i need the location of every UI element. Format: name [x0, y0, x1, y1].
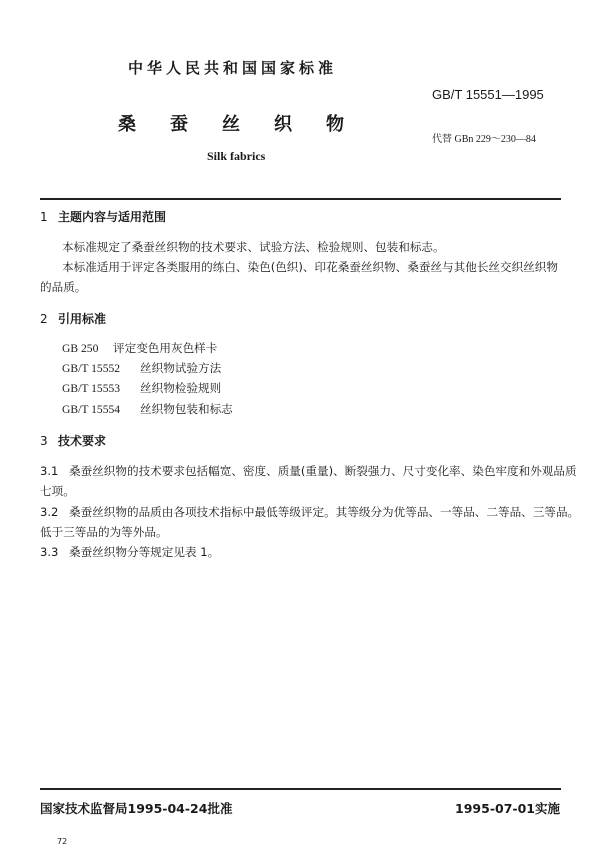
- paragraph: 本标准规定了桑蚕丝织物的技术要求、试验方法、检验规则、包装和标志。: [62, 240, 445, 254]
- section-number: 2: [40, 312, 48, 326]
- replaces-note: 代替 GBn 229～230—84: [432, 134, 536, 145]
- issuing-body: 中华人民共和国国家标准: [128, 59, 338, 77]
- footer-rule: [40, 788, 561, 790]
- english-title: Silk fabrics: [207, 149, 266, 163]
- section-3-heading: [40, 432, 106, 449]
- paragraph: 本标准适用于评定各类服用的练白、染色(色织)、印花桑蚕丝织物、桑蚕丝与其他长丝交织丝织物: [62, 260, 558, 274]
- reference-code: GB/T 15552: [62, 362, 121, 375]
- reference-code: GB 250: [62, 342, 99, 355]
- section-number: 1: [40, 210, 48, 224]
- clause-text-cont: 七项。: [40, 484, 75, 498]
- clause-3-2: [40, 504, 579, 520]
- clause-number: 3.1: [40, 464, 59, 478]
- clause-text: 桑蚕丝织物的技术要求包括幅宽、密度、质量(重量)、断裂强力、尺寸变化率、染色牢度和外观品质: [69, 464, 577, 478]
- clause-number: 3.2: [40, 505, 59, 519]
- header-rule: [40, 198, 561, 200]
- reference-code: GB/T 15553: [62, 382, 121, 395]
- reference-name: 评定变色用灰色样卡: [113, 341, 218, 355]
- clause-text: 桑蚕丝织物的品质由各项技术指标中最低等级评定。其等级分为优等品、一等品、二等品、三等品。: [69, 505, 580, 519]
- clause-number: 3.3: [40, 545, 59, 559]
- reference-item: [62, 380, 221, 396]
- reference-item: [62, 340, 217, 356]
- standard-number: GB/T 15551—1995: [432, 87, 544, 102]
- reference-name: 丝织物包装和标志: [140, 402, 233, 416]
- clause-text: 桑蚕丝织物分等规定见表 1。: [69, 545, 220, 559]
- clause-3-1: [40, 463, 577, 479]
- effective-date: 1995-07-01实施: [455, 801, 560, 816]
- section-title: 引用标准: [58, 312, 107, 326]
- reference-name: 丝织物检验规则: [140, 381, 222, 395]
- paragraph-cont: 的品质。: [40, 280, 87, 294]
- clause-text-cont: 低于三等品的为等外品。: [40, 525, 168, 539]
- reference-item: [62, 401, 233, 417]
- section-number: 3: [40, 434, 48, 448]
- reference-name: 丝织物试验方法: [140, 361, 222, 375]
- section-title: 技术要求: [58, 434, 107, 448]
- section-title: 主题内容与适用范围: [58, 210, 167, 224]
- approval-date: 国家技术监督局1995-04-24批准: [40, 801, 233, 816]
- section-2-heading: [40, 310, 106, 327]
- clause-3-3: [40, 544, 219, 560]
- document-title: 桑蚕丝织物: [118, 114, 378, 135]
- reference-code: GB/T 15554: [62, 403, 121, 416]
- page-number: 72: [57, 837, 68, 846]
- reference-item: [62, 360, 221, 376]
- section-1-heading: [40, 208, 166, 225]
